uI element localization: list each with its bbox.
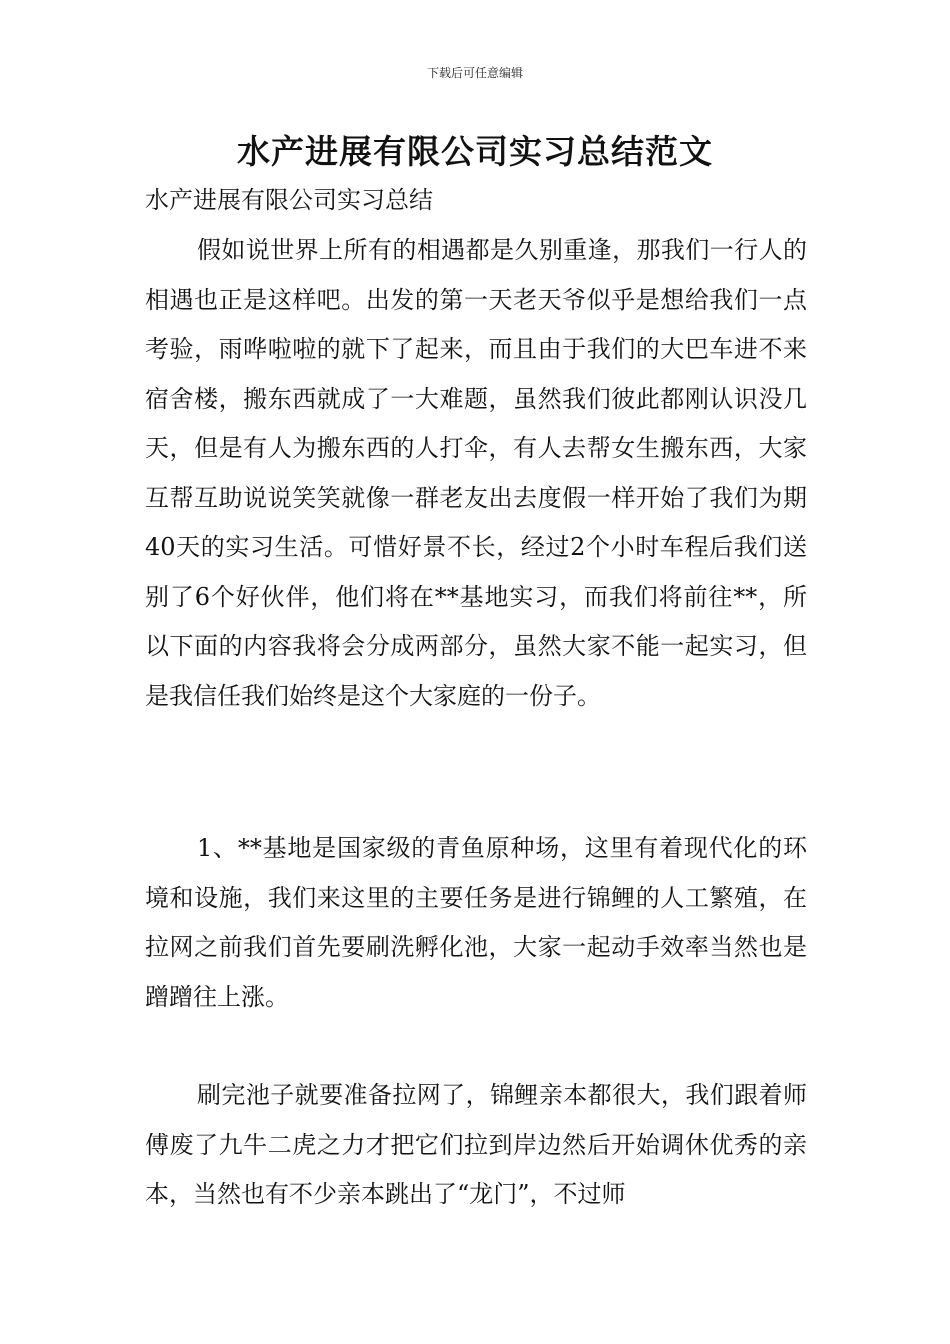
document-title: 水产进展有限公司实习总结范文 (237, 132, 713, 171)
paragraph-netting: 刷完池子就要准备拉网了，锦鲤亲本都很大，我们跟着师傅废了九牛二虎之力才把它们拉到岸边然后开始调休优秀的亲本，当然也有不少亲本跳出了“龙门”，不过师 (145, 1081, 807, 1208)
header-note: 下载后可任意编辑 (426, 66, 523, 80)
paragraph-intro: 假如说世界上所有的相遇都是久别重逢，那我们一行人的相遇也正是这样吧。出发的第一天老天爷似乎是想给我们一点考验，雨哗啦啦的就下了起来，而且由于我们的大巴车进不来宿舍楼，搬东西就成了一大难题，虽然我们彼此都刚认识没几天，但是有人为搬东西的人打伞，有人去帮女生搬东西，大家互帮互助说说笑笑就像一群老友出去度假一样开始了我们为期40天的实习生活。可惜好景不长，经过2个小时车程后我们送别了6个好伙伴，他们将在**基地实习，而我们将前往**，所以下面的内容我将会分成两部分，虽然大家不能一起实习，但是我信任我们始终是这个大家庭的一份子。 (145, 236, 807, 710)
document-subtitle: 水产进展有限公司实习总结 (145, 186, 433, 214)
paragraph-section-1: 1、**基地是国家级的青鱼原种场，这里有着现代化的环境和设施，我们来这里的主要任务是进行锦鲤的人工繁殖，在拉网之前我们首先要刷洗孵化池，大家一起动手效率当然也是蹭蹭往上涨。 (145, 834, 807, 1011)
